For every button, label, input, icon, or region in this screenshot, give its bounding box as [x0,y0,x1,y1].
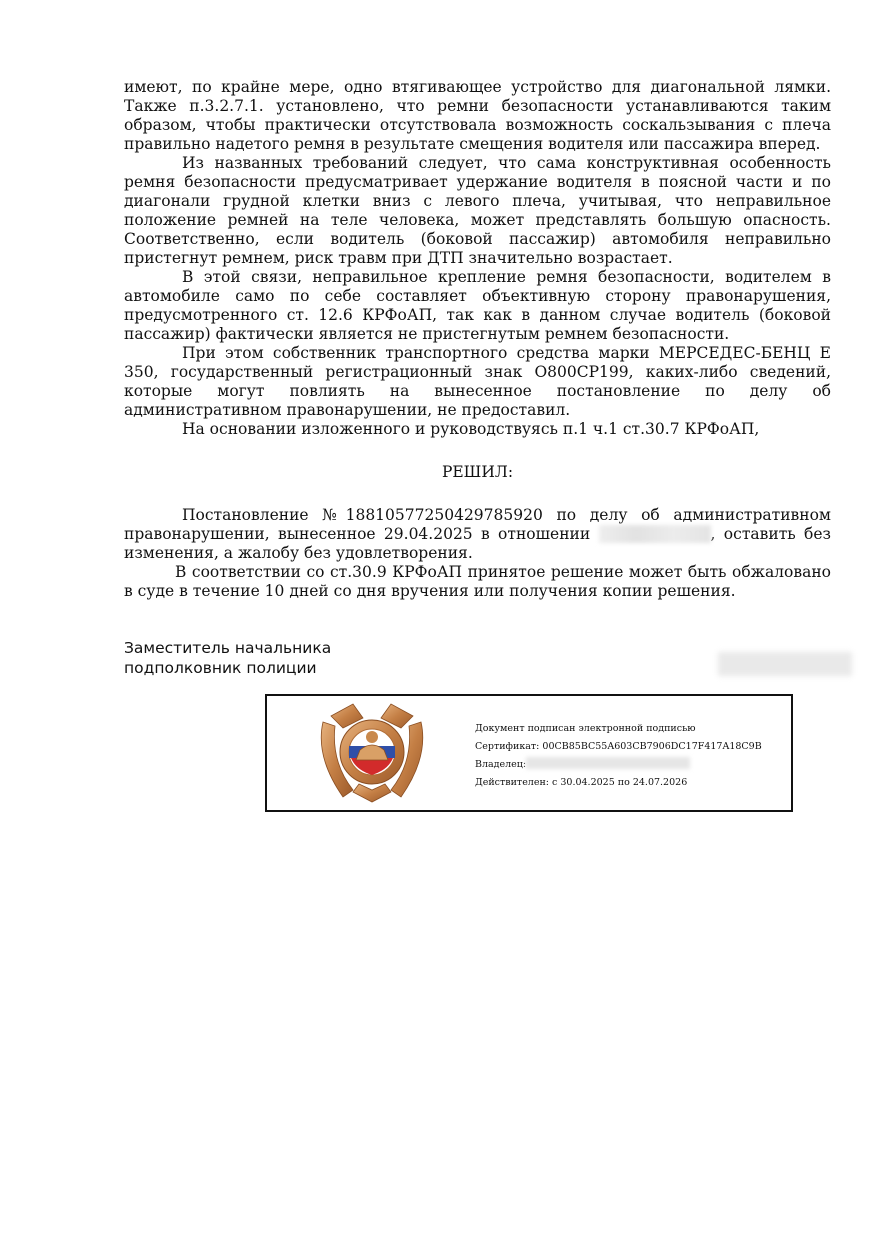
electronic-signature-stamp [265,694,793,812]
signer-position: Заместитель начальника [124,639,332,657]
stamp-owner-label: Владелец: [475,759,527,770]
traffic-police-emblem-icon [313,702,431,806]
redacted-name [599,525,711,543]
signer-rank: подполковник полиции [124,659,317,677]
paragraph-4: При этом собственник транспортного средства марки МЕРСЕДЕС-БЕНЦ Е 350, государственный регистрационный знак О800СР199, каких-либо сведений, которые могут повлиять на вынесенное постановление по делу об административном правонарушении, не предоставил. [124,344,831,419]
decision-text-1: Постановление №18810577250429785920 по делу об административном правонарушении, вынесенное 29.04.2025 в отношении [124,506,831,543]
stamp-title: Документ подписан электронной подписью [475,723,696,734]
stamp-text [475,720,762,792]
paragraph-5: На основании изложенного и руководствуясь п.1 ч.1 ст.30.7 КРФоАП, [182,420,760,438]
paragraph-1: имеют, по крайне мере, одно втягивающее устройство для диагональной лямки. Также п.3.2.7.1. установлено, что ремни безопасности устанавливаются таким образом, чтобы практически отсутствовала возможность соскальзывания с плеча правильно надетого ремня в результате смещения водителя или пассажира вперед. [124,78,831,153]
redacted-signer-name [718,652,852,676]
stamp-owner [475,756,762,774]
decision-heading: РЕШИЛ: [441,463,514,481]
paragraph-3: В этой связи, неправильное крепление ремня безопасности, водителем в автомобиле само по себе составляет объективную сторону правонарушения, предусмотренного ст. 12.6 КРФоАП, так как в данном случае водитель (боковой пассажир) фактически является не пристегнутым ремнем безопасности. [124,268,831,343]
stamp-certificate: Сертификат: 00CB85BC55A603CB7906DC17F417A18C9B [475,741,762,752]
decision-text-2: , оставить без изменения, а жалобу без удовлетворения. [124,525,831,562]
appeal-paragraph: В соответствии со ст.30.9 КРФоАП принятое решение может быть обжаловано в суде в течение 10 дней со дня вручения или получения копии решения. [124,563,831,600]
decision-paragraph [124,506,831,563]
stamp-validity: Действителен: с 30.04.2025 по 24.07.2026 [475,777,688,788]
document-body [124,78,831,601]
signature-block [124,638,331,678]
paragraph-2: Из названных требований следует, что сама конструктивная особенность ремня безопасности предусматривает удержание водителя в поясной части и по диагонали грудной клетки вниз с левого плеча, учитывая, что неправильное положение ремней на теле человека, может представлять большую опасность. Соответственно, если водитель (боковой пассажир) автомобиля неправильно пристегнут ремнем, риск травм при ДТП значительно возрастает. [124,154,831,267]
redacted-owner [526,757,690,769]
